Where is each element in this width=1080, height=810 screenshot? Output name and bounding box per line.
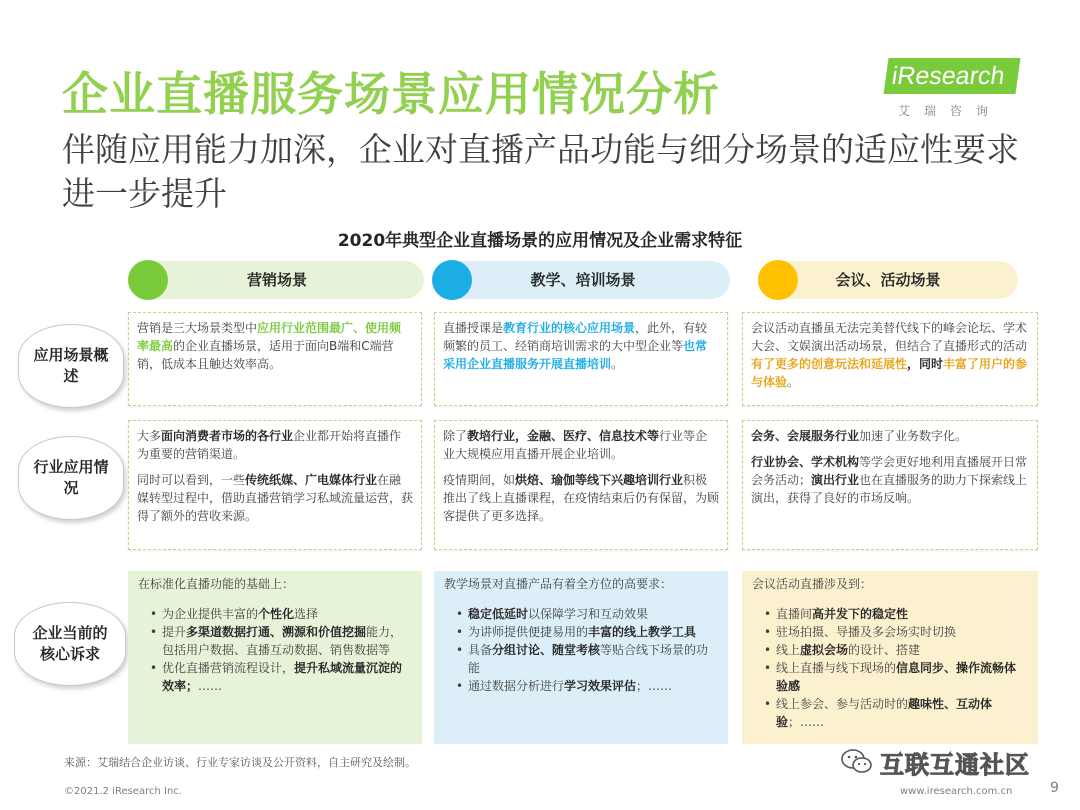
cell-marketing-industry: [128, 420, 422, 550]
text: 会议活动直播虽无法完美替代线下的峰会论坛、学术大会、文娱演出活动场景，但结合了直播形式的活动: [751, 321, 1028, 353]
highlight: 提升私域流量沉淀的效率；: [162, 661, 403, 693]
highlight: 教育行业的核心应用场景: [503, 321, 636, 335]
text: 能力，包括用户数据、直播互动数据、销售数据等: [162, 625, 403, 657]
category-header-training: [436, 261, 730, 299]
text: 线上直播与线下现场的: [776, 661, 897, 675]
highlight: 高并发下的稳定性: [812, 607, 909, 621]
list-item: [752, 695, 1028, 731]
text: 。: [787, 375, 800, 389]
text: 也在直播服务的助力下探索线上演出，获得了良好的市场反响。: [751, 473, 1028, 505]
text: 线上: [776, 643, 801, 657]
text: 选择: [294, 607, 319, 621]
needs-list: [444, 605, 718, 695]
text: 行业等企业大规模应用直播开展企业培训。: [443, 429, 708, 461]
needs-intro: 在标准化直播功能的基础上：: [138, 577, 295, 591]
cell-training-overview: [434, 312, 728, 406]
text: 优化直播营销流程设计，: [162, 661, 295, 675]
cell-marketing-overview: [128, 312, 422, 406]
category-label: 教学、培训场景: [530, 271, 636, 289]
text: 企业都开始将直播作为重要的营销渠道。: [137, 429, 402, 461]
row-label-needs: [14, 602, 126, 686]
highlight: 面向消费者市场的各行业: [161, 429, 294, 443]
text: 加速了业务数字化。: [859, 429, 968, 443]
watermark-label: 互联互通社区: [880, 751, 1030, 779]
blue-dot-icon: [432, 260, 472, 300]
text: 营销是三大场景类型中: [137, 321, 258, 335]
category-header-marketing: [130, 261, 424, 299]
highlight: 分组讨论、随堂考核: [492, 643, 601, 657]
chart-title: 2020年典型企业直播场景的应用情况及企业需求特征: [337, 231, 743, 251]
text: 同时可以看到，一些: [137, 473, 246, 487]
text: ，此外，有较频繁的员工、经销商培训需求的大中型企业等: [443, 321, 708, 353]
paragraph: [443, 427, 719, 463]
list-item: [752, 659, 1028, 695]
text: ，同时: [907, 357, 944, 371]
category-label: 会议、活动场景: [835, 271, 941, 289]
text: 以保障学习和互动效果: [528, 607, 649, 621]
orange-dot-icon: [758, 260, 798, 300]
text: 具备: [468, 643, 493, 657]
text: 积极推出了线上直播课程，在疫情结束后仍有保留，为顾客提供了更多选择。: [443, 473, 720, 523]
list-item: [752, 605, 1028, 623]
category-label: 营销场景: [246, 271, 307, 289]
list-item: [752, 641, 1028, 659]
page-title: 企业直播服务场景应用情况分析: [62, 67, 720, 121]
text: 在融媒转型过程中，借助直播营销学习私域流量运营，获得了额外的营收来源。: [137, 473, 414, 523]
highlight: 趣味性、互动体验: [776, 697, 993, 729]
highlight: 传统纸媒、广电媒体行业: [245, 473, 378, 487]
text: 提升: [162, 625, 187, 639]
text: 的设计、搭建: [848, 643, 921, 657]
text: 驻场拍摄、导播及多会场实时切换: [776, 625, 957, 639]
highlight: 丰富了用户的参与体验: [751, 357, 1028, 389]
list-item: [444, 623, 718, 641]
text: 直播授课是: [443, 321, 504, 335]
text: 等学会更好地利用直播展开日常会务活动；: [751, 455, 1028, 487]
list-item: [138, 659, 412, 695]
green-dot-icon: [128, 260, 168, 300]
list-item: [138, 623, 412, 659]
paragraph: [443, 471, 719, 525]
text: ；……: [636, 679, 673, 693]
cell-training-industry: [434, 420, 728, 550]
highlight: 信息同步、操作流畅体验感: [776, 661, 1017, 693]
row-label-overview: [18, 324, 124, 408]
iresearch-logo: [886, 58, 1036, 124]
needs-intro: 会议活动直播涉及到：: [752, 577, 873, 591]
highlight: 演出行业: [811, 473, 860, 487]
wechat-icon: [840, 748, 874, 776]
text: 通过数据分析进行: [468, 679, 565, 693]
highlight: 有了更多的创意玩法和延展性: [751, 357, 908, 371]
text: ；……: [788, 715, 825, 729]
source-note: 来源：艾瑞结合企业访谈、行业专家访谈及公开资料，自主研究及绘制。: [64, 756, 416, 769]
page-subtitle: 伴随应用能力加深，企业对直播产品功能与细分场景的适应性要求进一步提升: [62, 130, 1019, 213]
highlight: 行业协会、学术机构: [751, 455, 860, 469]
text: 等贴合线下场景的功能: [468, 643, 709, 675]
text: 。: [611, 357, 624, 371]
list-item: [752, 623, 1028, 641]
paragraph: [751, 427, 1029, 445]
page-number: 9: [1050, 780, 1059, 796]
cell-meeting-needs: [742, 571, 1038, 744]
text: 为讲师提供便捷易用的: [468, 625, 589, 639]
cell-meeting-overview: [742, 312, 1038, 406]
highlight: 虚拟会场: [800, 643, 849, 657]
text: 为企业提供丰富的: [162, 607, 259, 621]
text: 除了: [443, 429, 468, 443]
list-item: [138, 605, 412, 623]
list-item: [444, 677, 718, 695]
paragraph: [137, 427, 413, 463]
watermark-text: [880, 745, 1030, 780]
text: 直播间: [776, 607, 813, 621]
highlight: 也常采用企业直播服务开展直播培训: [443, 339, 708, 371]
list-item: [444, 641, 718, 677]
row-label-text: 行业应用情况: [33, 458, 109, 497]
needs-list: [138, 605, 412, 695]
highlight: 丰富的线上教学工具: [588, 625, 697, 639]
highlight: 教培行业，金融、医疗、信息技术等: [467, 429, 660, 443]
cell-meeting-industry: [742, 420, 1038, 550]
highlight: 学习效果评估: [564, 679, 637, 693]
highlight: 烘焙、瑜伽等线下兴趣培训行业: [515, 473, 684, 487]
list-item: [444, 605, 718, 623]
highlight: 稳定低延时: [468, 607, 529, 621]
logo-wordmark: iResearch: [883, 58, 1020, 94]
cell-marketing-needs: [128, 571, 422, 744]
row-label-industry: [18, 436, 124, 520]
cell-training-needs: [434, 571, 728, 744]
needs-intro: 教学场景对直播产品有着全方位的高要求：: [444, 577, 673, 591]
text: 疫情期间，如: [443, 473, 516, 487]
text: 线上参会、参与活动时的: [776, 697, 909, 711]
text: ……: [198, 679, 223, 693]
logo-cn-text: 艾瑞咨询: [898, 104, 1003, 118]
highlight: 应用行业范围最广、使用频率最高: [137, 321, 402, 353]
row-label-text: 应用场景概述: [33, 346, 109, 385]
paragraph: [751, 453, 1029, 507]
highlight: 个性化: [258, 607, 295, 621]
row-label-text: 企业当前的核心诉求: [32, 624, 108, 663]
highlight: 会务、会展服务行业: [751, 429, 860, 443]
text: 大多: [137, 429, 162, 443]
website-url: www.iresearch.com.cn: [900, 786, 1013, 797]
text: 的企业直播场景，适用于面向B端和C端营销，低成本且触达效率高。: [137, 339, 394, 371]
paragraph: [137, 471, 413, 525]
highlight: 多渠道数据打通、溯源和价值挖掘: [186, 625, 367, 639]
needs-list: [752, 605, 1028, 731]
copyright: ©2021.2 iResearch Inc.: [64, 786, 182, 797]
